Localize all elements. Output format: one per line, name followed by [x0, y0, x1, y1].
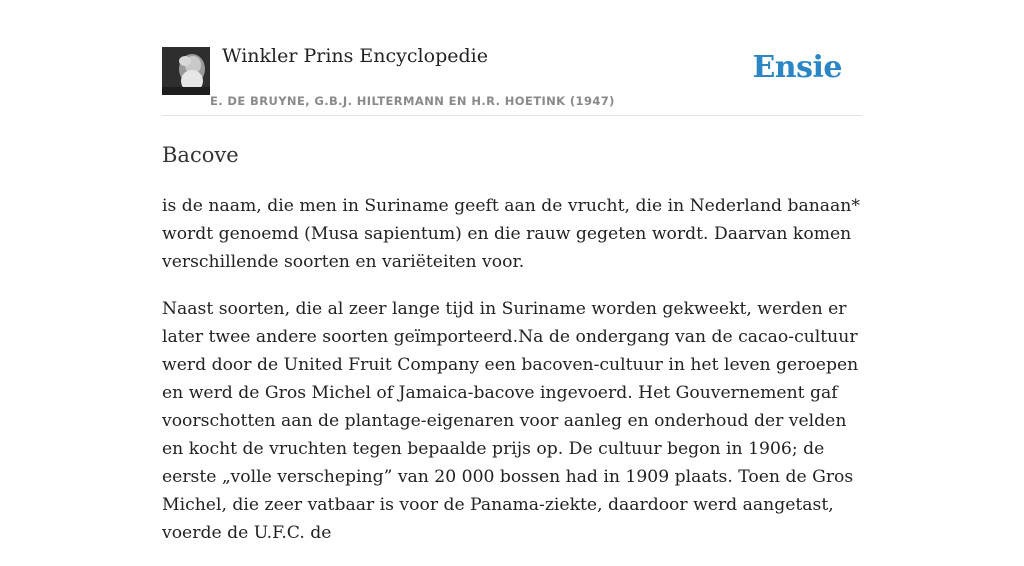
encyclopedia-title[interactable]: Winkler Prins Encyclopedie	[222, 45, 488, 67]
article-paragraph: is de naam, die men in Suriname geeft aan de vrucht, die in Nederland banaan* wordt genoemd (Musa sapientum) en die rauw gegeten wordt. Daarvan komen verschillende soorten en variëteiten voor.	[162, 196, 860, 272]
author-portrait	[162, 47, 210, 95]
article-title: Bacove	[162, 143, 239, 167]
ensie-logo[interactable]: Ensie	[752, 50, 842, 85]
authors-line: E. DE BRUYNE, G.B.J. HILTERMANN EN H.R. HOETINK (1947)	[210, 94, 615, 108]
article-paragraph: Naast soorten, die al zeer lange tijd in Suriname worden gekweekt, werden er later twee andere soorten geïmporteerd.Na de ondergang van de cacao-cultuur werd door de United Fruit Company een bacoven-cultuur in het leven geroepen en werd de Gros Michel of Jamaica-bacove ingevoerd. Het Gouvernement gaf voorschotten aan de plantage-eigenaren voor aanleg en onderhoud der velden en kocht de vruchten tegen bepaalde prijs op. De cultuur begon in 1906; de eerste „volle verscheping” van 20 000 bossen had in 1909 plaats. Toen de Gros Michel, die zeer vatbaar is voor de Panama-ziekte, daardoor werd aangetast, voerde de U.F.C. de	[162, 299, 859, 543]
source-header	[162, 0, 862, 116]
article-container	[162, 0, 862, 566]
article-body	[162, 192, 862, 547]
